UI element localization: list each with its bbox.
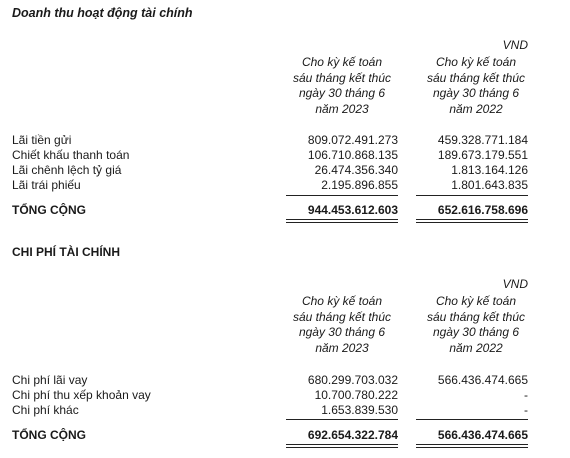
total-value-2022: 652.616.758.696 [437, 203, 528, 217]
header-line: ngày 30 tháng 6 [298, 86, 386, 101]
section1-unit: VND [502, 38, 528, 52]
section1-title: Doanh thu hoạt động tài chính [12, 6, 193, 20]
total-double-rule-top [286, 219, 398, 220]
total-label: TỔNG CỘNG [12, 203, 86, 217]
row-label: Chi phí thu xếp khoản vay [12, 388, 151, 402]
subtotal-rule [286, 195, 398, 196]
row-value-2023: 10.700.780.222 [314, 388, 398, 402]
header-line: Cho kỳ kế toán [435, 294, 517, 308]
row-label: Lãi trái phiếu [12, 178, 81, 192]
total-double-rule-top [416, 444, 528, 445]
section2-unit: VND [502, 277, 528, 291]
subtotal-rule [416, 419, 528, 420]
row-value-2022: 189.673.179.551 [437, 148, 528, 162]
header-line: sáu tháng kết thúc [292, 70, 392, 85]
header-line: sáu tháng kết thúc [426, 70, 526, 85]
row-value-2023: 680.299.703.032 [307, 373, 398, 387]
header-line: năm 2023 [315, 101, 369, 116]
header-line: năm 2023 [315, 340, 369, 355]
row-value-2023: 1.653.839.530 [321, 403, 398, 417]
row-label: Lãi tiền gửi [12, 133, 72, 147]
section2-title: CHI PHÍ TÀI CHÍNH [12, 245, 120, 259]
total-value-2023: 692.654.322.784 [307, 428, 398, 442]
row-label: Lãi chênh lệch tỷ giá [12, 163, 122, 177]
total-value-2022: 566.436.474.665 [437, 428, 528, 442]
row-label: Chi phí lãi vay [12, 373, 88, 387]
header-line: sáu tháng kết thúc [292, 309, 392, 324]
header-line: năm 2022 [449, 101, 503, 116]
total-value-2023: 944.453.612.603 [307, 203, 398, 217]
row-value-2022: - [524, 388, 528, 402]
row-value-2023: 26.474.356.340 [314, 163, 398, 177]
header-line: sáu tháng kết thúc [426, 309, 526, 324]
header-line: Cho kỳ kế toán [435, 55, 517, 69]
row-value-2023: 2.195.896.855 [321, 178, 398, 192]
total-double-rule-bottom [286, 222, 398, 223]
header-line: ngày 30 tháng 6 [432, 325, 520, 340]
section2-col1-header [282, 294, 402, 356]
total-double-rule-bottom [416, 447, 528, 448]
header-line: năm 2022 [449, 340, 503, 355]
header-line: Cho kỳ kế toán [301, 294, 383, 308]
total-double-rule-top [416, 219, 528, 220]
row-label: Chi phí khác [12, 403, 79, 417]
section2-col2-header [416, 294, 536, 356]
row-value-2022: 566.436.474.665 [437, 373, 528, 387]
total-double-rule-top [286, 444, 398, 445]
subtotal-rule [416, 195, 528, 196]
row-value-2022: 459.328.771.184 [437, 133, 528, 147]
section1-col1-header [282, 55, 402, 117]
row-value-2022: 1.813.164.126 [451, 163, 528, 177]
header-line: ngày 30 tháng 6 [298, 325, 386, 340]
row-value-2022: 1.801.643.835 [451, 178, 528, 192]
row-value-2022: - [524, 403, 528, 417]
header-line: ngày 30 tháng 6 [432, 86, 520, 101]
row-value-2023: 809.072.491.273 [307, 133, 398, 147]
total-double-rule-bottom [416, 222, 528, 223]
row-value-2023: 106.710.868.135 [307, 148, 398, 162]
subtotal-rule [286, 419, 398, 420]
total-double-rule-bottom [286, 447, 398, 448]
section1-col2-header [416, 55, 536, 117]
total-label: TỔNG CỘNG [12, 428, 86, 442]
header-line: Cho kỳ kế toán [301, 55, 383, 69]
row-label: Chiết khấu thanh toán [12, 148, 130, 162]
